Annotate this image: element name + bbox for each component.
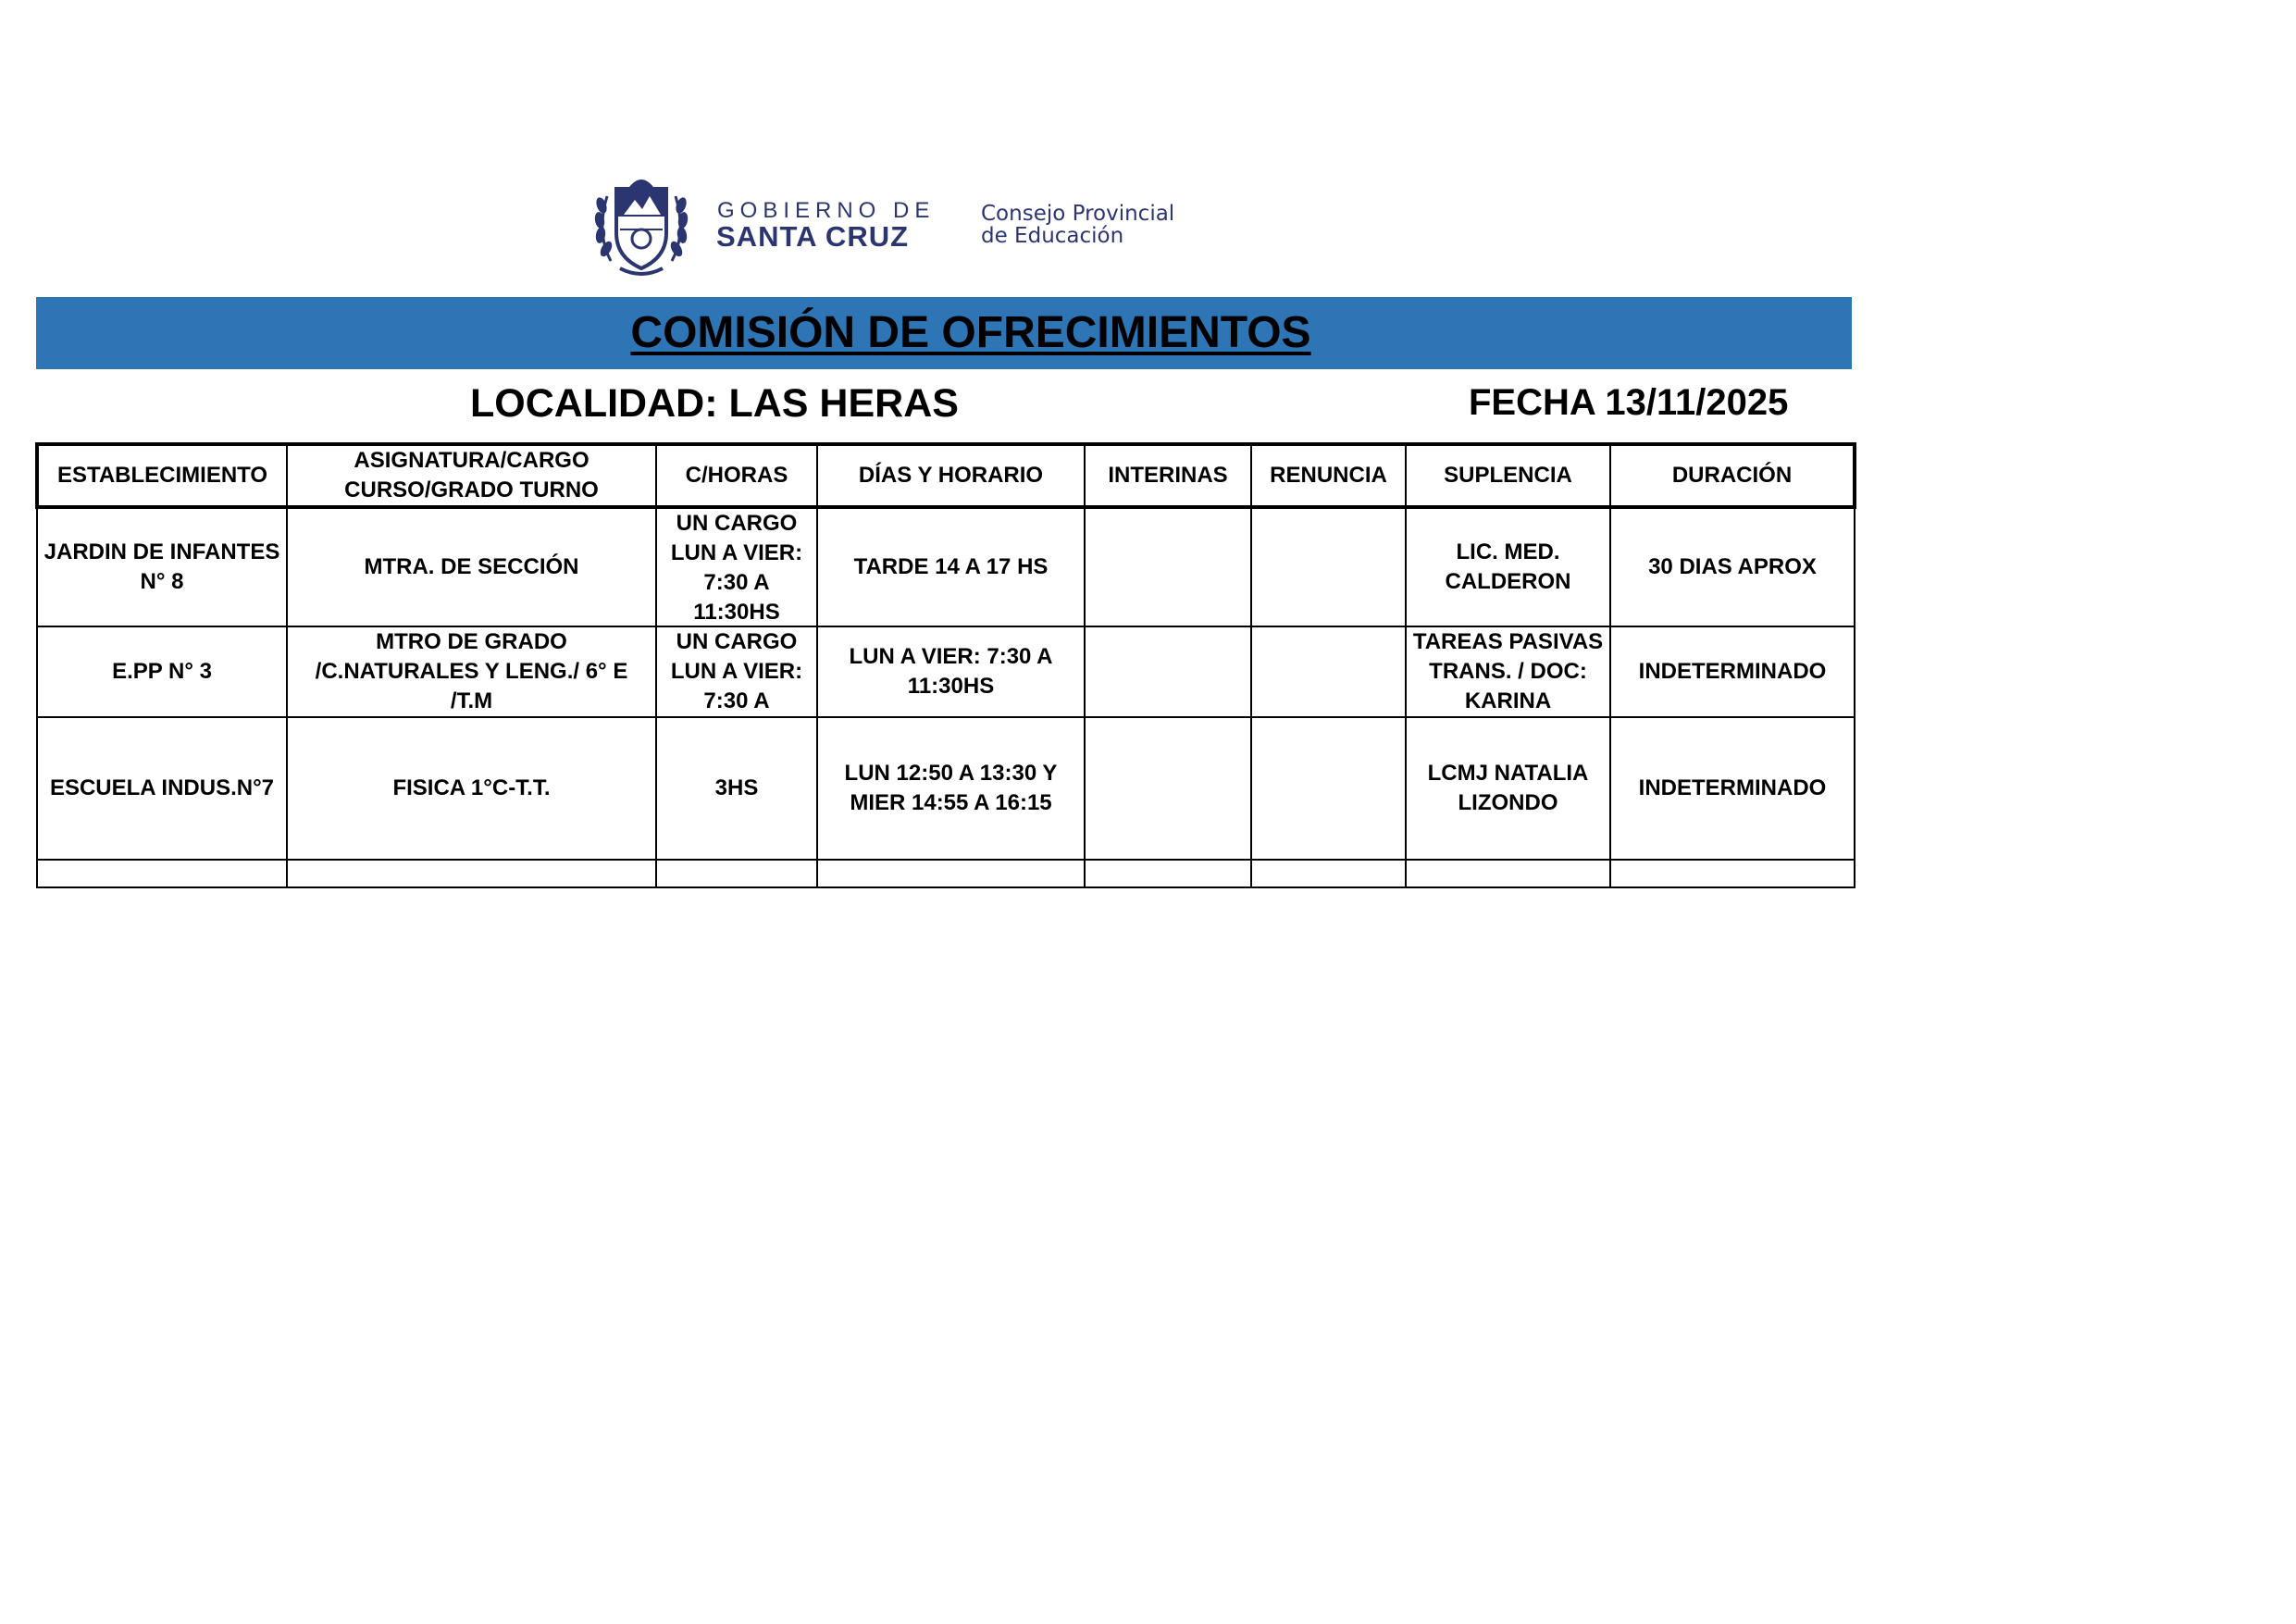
cell-empty [37, 860, 287, 887]
cell-establecimiento: E.PP N° 3 [37, 626, 287, 717]
cell-asignatura: FISICA 1°C-T.T. [287, 717, 656, 860]
column-header-establecimiento: ESTABLECIMIENTO [37, 444, 287, 507]
column-header-asignatura: ASIGNATURA/CARGO CURSO/GRADO TURNO [287, 444, 656, 507]
column-header-horas: C/HORAS [656, 444, 817, 507]
cell-empty [817, 860, 1085, 887]
title-band [36, 297, 1852, 369]
cell-interinas [1085, 626, 1251, 717]
column-header-renuncia: RENUNCIA [1251, 444, 1406, 507]
cell-horas [656, 626, 817, 717]
cell-dias-horario: TARDE 14 A 17 HS [817, 507, 1085, 626]
header-logo-block [592, 167, 1203, 282]
province-label: SANTA CRUZ [716, 220, 910, 253]
table-row [37, 717, 1855, 860]
column-header-interinas: INTERINAS [1085, 444, 1251, 507]
cell-dias-horario: LUN 12:50 A 13:30 Y MIER 14:55 A 16:15 [817, 717, 1085, 860]
cell-establecimiento: JARDIN DE INFANTES N° 8 [37, 507, 287, 626]
cell-duracion: 30 DIAS APROX [1610, 507, 1855, 626]
cell-horas-text: UN CARGO LUN A VIER: 7:30 A [670, 629, 803, 713]
column-header-dias-horario: DÍAS Y HORARIO [817, 444, 1085, 507]
cell-interinas [1085, 507, 1251, 626]
santa-cruz-seal-icon [592, 168, 690, 279]
cell-duracion: INDETERMINADO [1610, 626, 1855, 717]
cell-establecimiento: ESCUELA INDUS.N°7 [37, 717, 287, 860]
column-header-suplencia: SUPLENCIA [1406, 444, 1610, 507]
table-row [37, 507, 1855, 626]
cell-renuncia [1251, 626, 1406, 717]
cell-empty [287, 860, 656, 887]
cell-horas: 3HS [656, 717, 817, 860]
cell-empty [1610, 860, 1855, 887]
table-row-empty [37, 860, 1855, 887]
table-row [37, 626, 1855, 717]
cell-suplencia: LCMJ NATALIA LIZONDO [1406, 717, 1610, 860]
page-title: COMISIÓN DE OFRECIMIENTOS [630, 308, 1311, 357]
cell-duracion: INDETERMINADO [1610, 717, 1855, 860]
cell-suplencia-text: TAREAS PASIVAS TRANS. / DOC: KARINA [1412, 629, 1604, 713]
cell-asignatura [287, 626, 656, 717]
cell-empty [1251, 860, 1406, 887]
cell-empty [1085, 860, 1251, 887]
cell-renuncia [1251, 717, 1406, 860]
fecha-label: FECHA 13/11/2025 [1469, 382, 1789, 423]
cell-horas [656, 507, 817, 626]
cell-empty [1406, 860, 1610, 887]
cell-suplencia [1406, 626, 1610, 717]
council-label-line1: Consejo Provincial [981, 202, 1175, 226]
cell-interinas [1085, 717, 1251, 860]
cell-asignatura: MTRA. DE SECCIÓN [287, 507, 656, 626]
cell-empty [656, 860, 817, 887]
cell-dias-horario: LUN A VIER: 7:30 A 11:30HS [817, 626, 1085, 717]
cell-asignatura-text: MTRO DE GRADO /C.NATURALES Y LENG./ 6° E /T.M [315, 629, 628, 713]
cell-suplencia: LIC. MED. CALDERON [1406, 507, 1610, 626]
offers-table [35, 442, 1856, 888]
column-header-duracion: DURACIÓN [1610, 444, 1855, 507]
cell-horas-text: UN CARGO LUN A VIER: 7:30 A 11:30HS [670, 511, 803, 625]
cell-renuncia [1251, 507, 1406, 626]
government-label: GOBIERNO DE [717, 198, 936, 223]
table-header-row [37, 444, 1855, 507]
council-label-line2: de Educación [981, 224, 1124, 248]
localidad-label: LOCALIDAD: LAS HERAS [470, 381, 959, 426]
